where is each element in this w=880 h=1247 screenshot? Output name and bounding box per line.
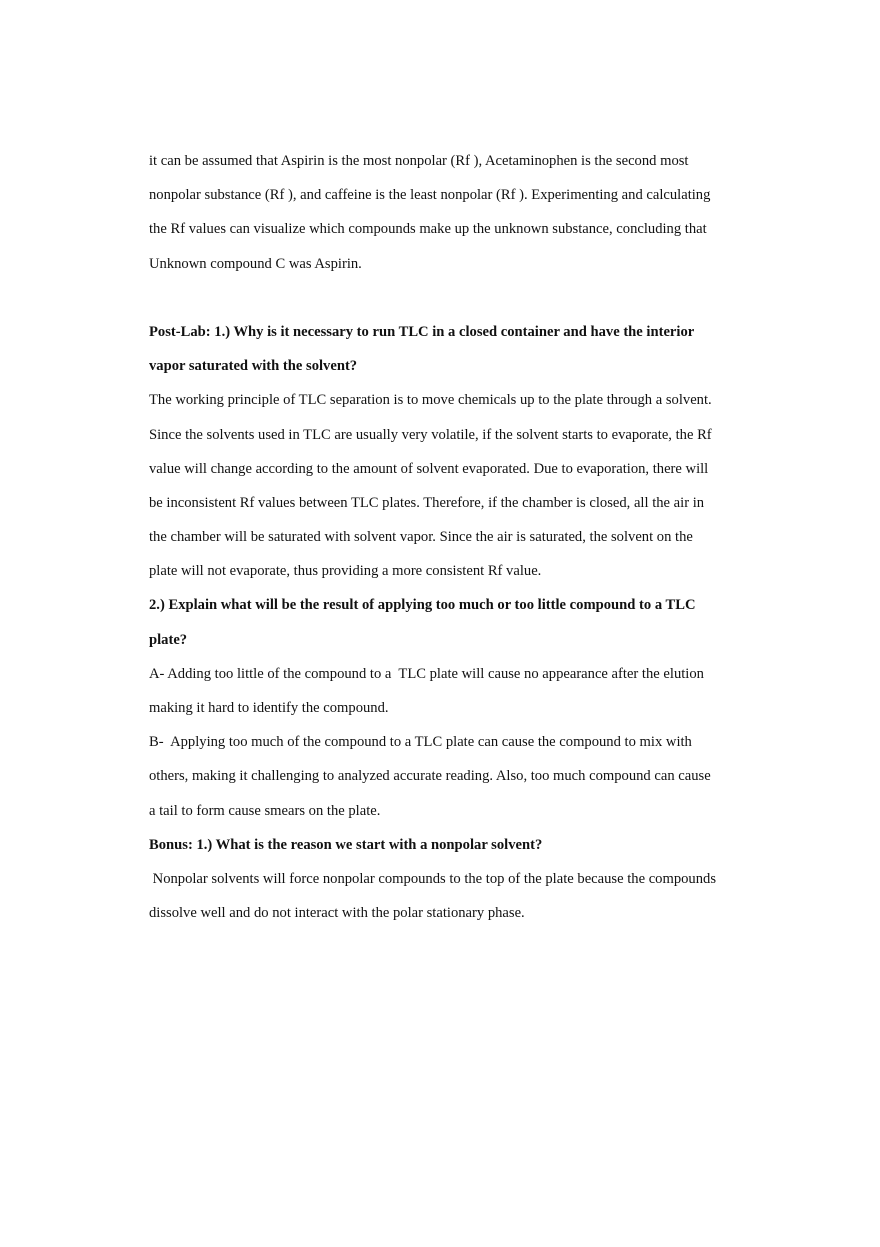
answer-line: be inconsistent Rf values between TLC plates. Therefore, if the chamber is closed, all the air in [149,494,705,511]
answer-line: Nonpolar solvents will force nonpolar compounds to the top of the plate because the compounds [149,870,716,887]
question-heading-line: Post-Lab: 1.) Why is it necessary to run TLC in a closed container and have the interior [149,323,695,340]
intro-line: it can be assumed that Aspirin is the most nonpolar (Rf ), Acetaminophen is the second most [149,153,689,169]
intro-paragraph [149,144,734,281]
bonus-question-1 [149,828,734,931]
intro-line: the Rf values can visualize which compounds make up the unknown substance, concluding that [149,221,707,238]
answer-line: making it hard to identify the compound. [149,700,389,716]
question-heading-line: vapor saturated with the solvent? [149,358,358,375]
answer-line: plate will not evaporate, thus providing a more consistent Rf value. [149,563,542,580]
answer-line: A- Adding too little of the compound to a TLC plate will cause no appearance after the elution [149,665,704,682]
answer-line: B- Applying too much of the compound to a TLC plate can cause the compound to mix with [149,734,692,751]
answer-line: others, making it challenging to analyzed accurate reading. Also, too much compound can cause [149,768,711,785]
intro-line: nonpolar substance (Rf ), and caffeine is the least nonpolar (Rf ). Experimenting and calculating [149,187,711,204]
intro-line: Unknown compound C was Aspirin. [149,255,362,272]
answer-line: value will change according to the amount of solvent evaporated. Due to evaporation, there will [149,460,709,477]
answer-line: the chamber will be saturated with solvent vapor. Since the air is saturated, the solvent on the [149,529,693,546]
question-heading-line: Bonus: 1.) What is the reason we start with a nonpolar solvent? [149,836,543,853]
answer-line: Since the solvents used in TLC are usually very volatile, if the solvent starts to evaporate, the Rf [149,426,712,443]
answer-line: The working principle of TLC separation is to move chemicals up to the plate through a solvent. [149,392,712,409]
question-heading-line: 2.) Explain what will be the result of applying too much or too little compound to a TLC [149,597,696,614]
answer-line: a tail to form cause smears on the plate. [149,802,381,819]
paragraph-gap [149,281,734,315]
question-heading-line: plate? [149,631,188,648]
postlab-question-2 [149,588,734,827]
document-body [149,144,734,930]
answer-line: dissolve well and do not interact with the polar stationary phase. [149,905,525,922]
postlab-question-1 [149,315,734,589]
